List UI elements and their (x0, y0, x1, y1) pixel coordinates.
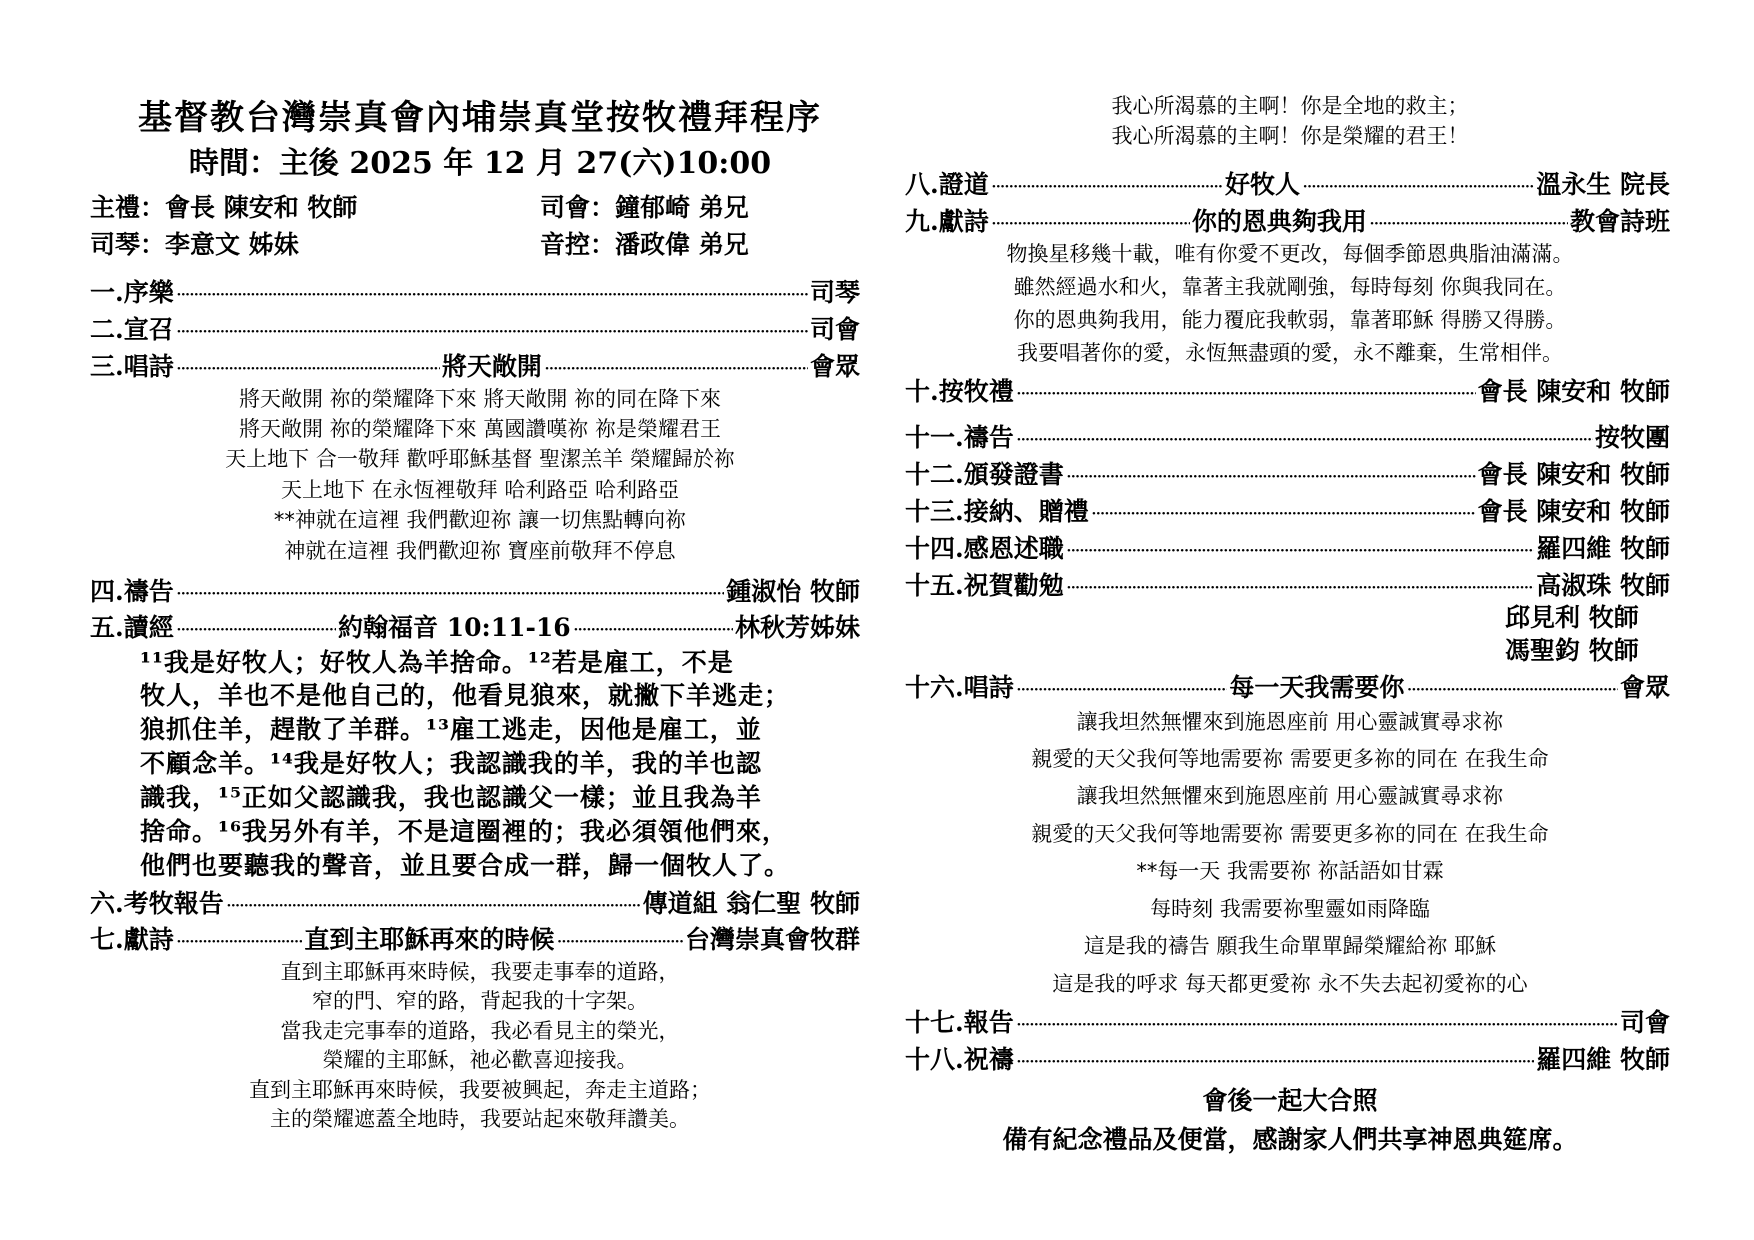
item-leader: 會長 陳安和 牧師 (1477, 460, 1670, 489)
scripture-line: 不顧念羊。¹⁴我是好牧人；我認識我的羊，我的羊也認 (140, 749, 762, 778)
item-label: 十二.頒發證書 (905, 460, 1064, 489)
lyric-line: 當我走完事奉的道路，我必看見主的榮光， (280, 1019, 680, 1043)
lyric-line: 你的恩典夠我用，能力覆庇我軟弱，靠著耶穌 得勝又得勝。 (1013, 308, 1567, 332)
item-label: 十八.祝禱 (905, 1045, 1014, 1074)
item-leader: 林秋芳姊妹 (734, 613, 860, 642)
item-leader: 會長 陳安和 牧師 (1477, 497, 1670, 526)
role-presider: 主禮：會長 陳安和 牧師 (90, 193, 358, 222)
item-label: 十六.唱詩 (905, 673, 1014, 702)
lyric-line: 讓我坦然無懼來到施恩座前 用心靈誠實尋求祢 (1076, 710, 1504, 734)
lyric-line: 將天敞開 祢的榮耀降下來 將天敞開 祢的同在降下來 (238, 387, 722, 411)
lyric-line: **神就在這裡 我們歡迎祢 讓一切焦點轉向祢 (273, 508, 687, 532)
item-leader: 鍾淑怡 牧師 (726, 577, 860, 606)
program-item-15 (905, 566, 1670, 602)
item-label: 十五.祝賀勸勉 (905, 571, 1064, 600)
closing-note-photo: 會後一起大合照 (1202, 1086, 1378, 1115)
item-title: 直到主耶穌再來的時候 (304, 925, 555, 954)
item-leader: 傳道組 翁仁聖 牧師 (642, 889, 860, 918)
lyric-line: 親愛的天父我何等地需要祢 需要更多祢的同在 在我生命 (1031, 822, 1549, 846)
item-title: 將天敞開 (441, 352, 542, 381)
item-leader: 司會 (1619, 1008, 1670, 1037)
program-item-8 (905, 165, 1670, 201)
item-leader: 羅四維 牧師 (1536, 1045, 1670, 1074)
lyric-line: 神就在這裡 我們歡迎祢 寶座前敬拜不停息 (284, 539, 676, 563)
lyric-line: 雖然經過水和火，靠著主我就剛強，每時每刻 你與我同在。 (1013, 275, 1567, 299)
scripture-line: 捨命。¹⁶我另外有羊，不是這圈裡的；我必須領他們來， (140, 817, 788, 846)
role-emcee: 司會：鐘郁崎 弟兄 (540, 193, 749, 222)
item-label: 十三.接納、贈禮 (905, 497, 1089, 526)
lyric-line: 這是我的呼求 每天都更愛祢 永不失去起初愛祢的心 (1052, 972, 1528, 996)
item-leader: 會長 陳安和 牧師 (1477, 377, 1670, 406)
lyric-line: 直到主耶穌再來時候，我要走事奉的道路， (280, 960, 680, 984)
program-item-10 (905, 372, 1670, 408)
item-leader: 會眾 (1619, 673, 1670, 702)
lyric-line: 將天敞開 祢的榮耀降下來 萬國讚嘆祢 祢是榮耀君王 (238, 417, 722, 441)
lyric-line: 天上地下 合一敬拜 歡呼耶穌基督 聖潔羔羊 榮耀歸於祢 (225, 447, 735, 471)
role-pianist: 司琴：李意文 姊妹 (90, 230, 299, 259)
program-item-2 (90, 310, 860, 346)
item-leader: 按牧團 (1594, 423, 1670, 452)
lyric-line: 窄的門、窄的路，背起我的十字架。 (312, 989, 648, 1013)
item-title: 好牧人 (1224, 170, 1300, 199)
item-leader: 司琴 (809, 278, 860, 307)
lyric-line: 這是我的禱告 願我生命單單歸榮耀給祢 耶穌 (1083, 934, 1497, 958)
program-item-12 (905, 455, 1670, 491)
program-item-5 (90, 608, 860, 644)
item-leader: 司會 (809, 315, 860, 344)
lyric-line: 讓我坦然無懼來到施恩座前 用心靈誠實尋求祢 (1076, 784, 1504, 808)
program-item-14 (905, 529, 1670, 565)
item-label: 一.序樂 (90, 278, 174, 307)
lyric-line: 榮耀的主耶穌，祂必歡喜迎接我。 (322, 1048, 638, 1072)
scripture-line: 狼抓住羊，趕散了羊群。¹³雇工逃走，因他是雇工，並 (140, 715, 762, 744)
program-item-11 (905, 418, 1670, 454)
scripture-line: 牧人，羊也不是他自己的，他看見狼來，就撇下羊逃走； (140, 681, 791, 710)
item-label: 八.證道 (905, 170, 989, 199)
scripture-line: 他們也要聽我的聲音，並且要合成一群，歸一個牧人了。 (140, 851, 791, 880)
item-title: 約翰福音 10:11-16 (338, 613, 571, 642)
item-leader: 高淑珠 牧師 (1536, 571, 1670, 600)
lyric-line: 親愛的天父我何等地需要祢 需要更多祢的同在 在我生命 (1031, 747, 1549, 771)
scripture-line: 識我，¹⁵正如父認識我，我也認識父一樣；並且我為羊 (140, 783, 762, 812)
service-time: 時間：主後 2025 年 12 月 27(六)10:00 (188, 146, 772, 181)
item-label: 十四.感恩述職 (905, 534, 1064, 563)
lyric-line: 每時刻 我需要祢聖靈如雨降臨 (1150, 897, 1430, 921)
item-title: 每一天我需要你 (1229, 673, 1405, 702)
item-label: 六.考牧報告 (90, 889, 224, 918)
scripture-line: ¹¹我是好牧人；好牧人為羊捨命。¹²若是雇工，不是 (140, 648, 734, 677)
program-item-7 (90, 920, 860, 956)
lyric-line: 直到主耶穌再來時候，我要被興起，奔走主道路； (249, 1078, 711, 1102)
lyric-line: 天上地下 在永恆裡敬拜 哈利路亞 哈利路亞 (280, 478, 680, 502)
program-item-9 (905, 202, 1670, 238)
program-item-13 (905, 492, 1670, 528)
item-label: 二.宣召 (90, 315, 174, 344)
item-label: 十七.報告 (905, 1008, 1014, 1037)
program-title: 基督教台灣崇真會內埔崇真堂按牧禮拜程序 (138, 98, 822, 138)
lyric-line: 物換星移幾十載，唯有你愛不更改，每個季節恩典脂油滿滿。 (1006, 242, 1574, 266)
closing-note-gifts: 備有紀念禮品及便當，感謝家人們共享神恩典筵席。 (1002, 1125, 1578, 1154)
item-label: 十.按牧禮 (905, 377, 1014, 406)
program-item-18 (905, 1040, 1670, 1076)
program-item-3 (90, 347, 860, 383)
item-leader: 台灣崇真會牧群 (684, 925, 860, 954)
item-label: 七.獻詩 (90, 925, 174, 954)
item-leader: 羅四維 牧師 (1536, 534, 1670, 563)
item-label: 四.禱告 (90, 577, 174, 606)
role-sound: 音控：潘政偉 弟兄 (540, 230, 749, 259)
item-leader-extra: 邱見利 牧師 (1505, 603, 1639, 632)
lyric-line: 我要唱著你的愛，永恆無盡頭的愛，永不離棄，生常相伴。 (1017, 341, 1563, 365)
item-label: 三.唱詩 (90, 352, 174, 381)
lyric-line: 我心所渴慕的主啊！你是榮耀的君王！ (1111, 124, 1469, 148)
lyric-line: 我心所渴慕的主啊！你是全地的救主； (1111, 94, 1469, 118)
item-label: 九.獻詩 (905, 207, 989, 236)
lyric-line: **每一天 我需要祢 祢話語如甘霖 (1136, 859, 1444, 883)
program-item-4 (90, 572, 860, 608)
item-leader: 會眾 (809, 352, 860, 381)
item-leader: 教會詩班 (1569, 207, 1670, 236)
item-leader: 溫永生 院長 (1536, 170, 1670, 199)
program-item-17 (905, 1003, 1670, 1039)
item-label: 五.讀經 (90, 613, 174, 642)
lyric-line: 主的榮耀遮蓋全地時，我要站起來敬拜讚美。 (270, 1107, 690, 1131)
item-title: 你的恩典夠我用 (1191, 207, 1367, 236)
item-label: 十一.禱告 (905, 423, 1014, 452)
item-leader-extra: 馮聖鈞 牧師 (1505, 636, 1639, 665)
program-item-1 (90, 273, 860, 309)
program-item-6 (90, 884, 860, 920)
program-item-16 (905, 668, 1670, 704)
